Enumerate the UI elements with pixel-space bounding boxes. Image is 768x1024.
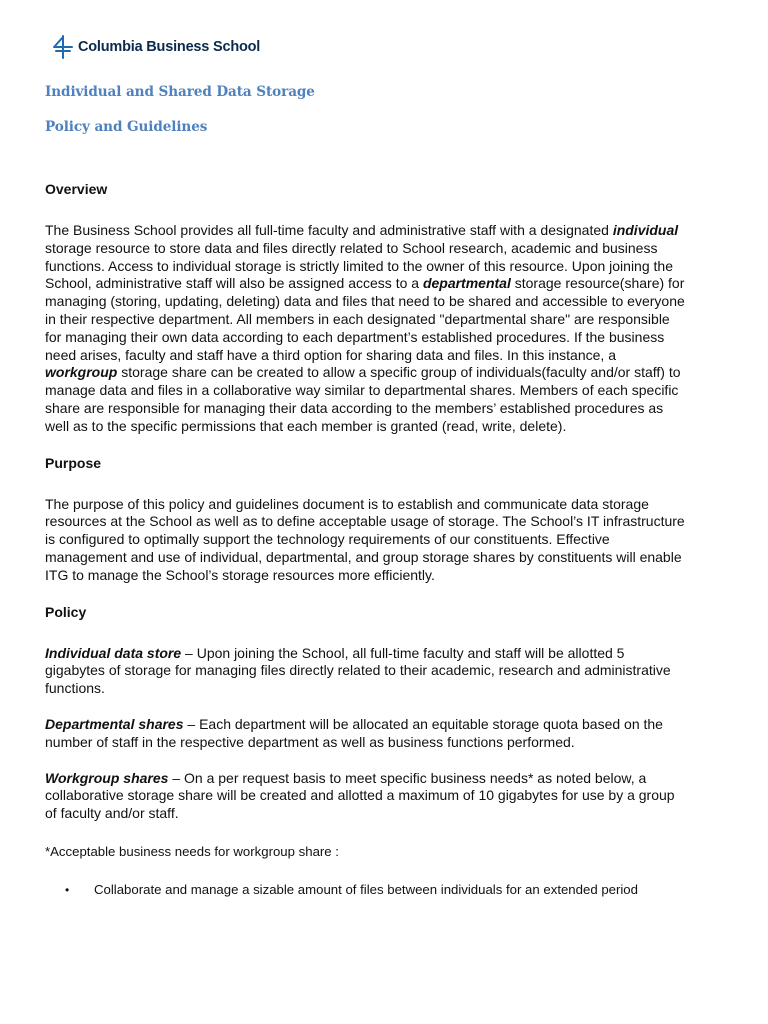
- business-needs-list: [45, 881, 685, 899]
- policy-individual: Individual data store – Upon joining the School, all full-time faculty and staff will be allotted 5 gigabytes of storage for managing files directly related to their academic, research and administrative functions.: [45, 644, 671, 697]
- columbia-logo: [52, 34, 260, 60]
- document-title: Individual and Shared Data Storage: [45, 84, 315, 100]
- overview-heading: Overview: [45, 181, 108, 197]
- policy-departmental: Departmental shares – Each department will be allocated an equitable storage quota based on the number of staff in the respective department as well as business functions performed.: [45, 715, 663, 750]
- columbia-crown-icon: [52, 34, 74, 60]
- document-body: [45, 180, 685, 899]
- list-item: • Collaborate and manage a sizable amount of files between individuals for an extended period: [45, 881, 685, 899]
- document-subtitle: Policy and Guidelines: [45, 119, 208, 135]
- emphasis-individual: individual: [612, 222, 679, 238]
- purpose-paragraph: The purpose of this policy and guidelines document is to establish and communicate data storage resources at the School as well as to define acceptable usage of storage. The School’s IT infrastructure is configured to optimally support the technology requirements of our constituents. Effective management and use of individual, departmental, and group storage shares by constituents will enable ITG to manage the School’s storage resources more efficiently.: [45, 495, 685, 583]
- business-needs-note: *Acceptable business needs for workgroup share :: [45, 843, 339, 859]
- purpose-heading: Purpose: [45, 454, 102, 471]
- policy-workgroup: Workgroup shares – On a per request basis to meet specific business needs* as noted below, a collaborative storage share will be created and allotted a maximum of 10 gigabytes for use by a group of faculty and/or staff.: [45, 769, 675, 822]
- logo-text: Columbia Business School: [78, 39, 261, 55]
- overview-paragraph: The Business School provides all full-time faculty and administrative staff with a designated individual storage resource to store data and files directly related to School research, academic and business functions. Access to individual storage is strictly limited to the owner of this resource. Upon joining the School, administrative staff will also be assigned access to a departmental storage resource(share) for managing (storing, updating, deleting) data and files that need to be shared and accessible to everyone in their respective department. All members in each designated "departmental share" are responsible for managing their own data according to each department’s established procedures. If the business need arises, faculty and staff have a third option for sharing data and files. In this instance, a workgroup storage share can be created to allow a specific group of individuals(faculty and/or staff) to manage data and files in a collaborative way similar to departmental shares. Members of each specific share are responsible for managing their data according to the members’ established procedures as well as to the specific permissions that each member is granted (read, write, delete).: [45, 222, 685, 434]
- emphasis-departmental: departmental: [422, 275, 511, 292]
- policy-heading: Policy: [45, 603, 87, 620]
- emphasis-workgroup: workgroup: [45, 364, 118, 381]
